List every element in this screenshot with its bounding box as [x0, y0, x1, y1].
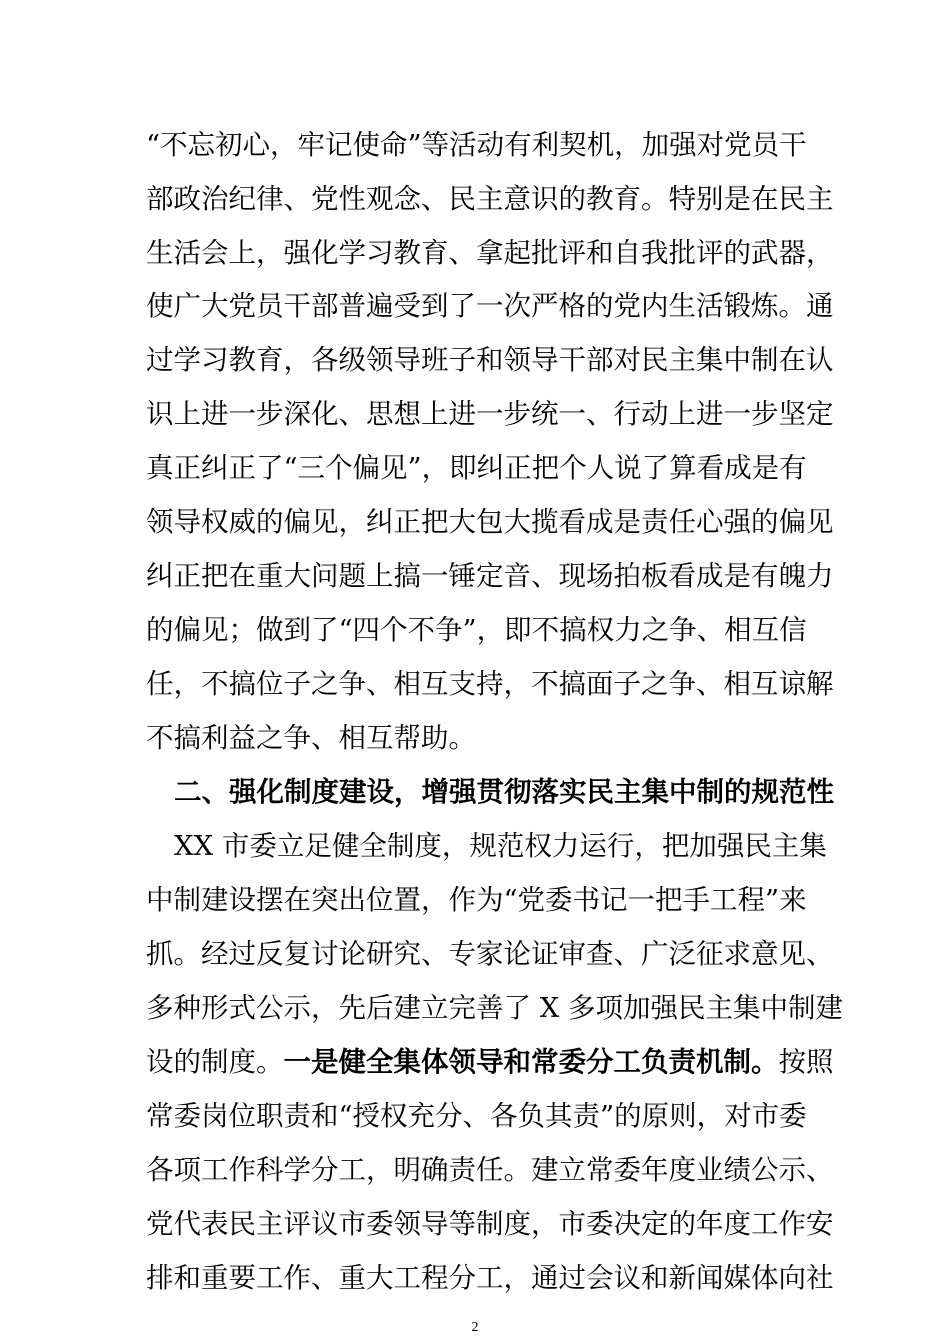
body-text-line: 任，不搞位子之争、相互支持，不搞面子之争、相互谅解: [146, 668, 834, 700]
body-text-line: XX 市委立足健全制度，规范权力运行，把加强民主集: [174, 830, 827, 862]
body-text-line: 识上进一步深化、思想上进一步统一、行动上进一步坚定: [146, 398, 834, 430]
body-text-segment: 按照: [778, 1046, 834, 1078]
body-text-line: 部政治纪律、党性观念、民主意识的教育。特别是在民主: [146, 183, 834, 215]
body-text-line: 不搞利益之争、相互帮助。: [146, 722, 476, 754]
body-text-line: 常委岗位职责和“授权充分、各负其责”的原则，对市委: [146, 1100, 807, 1132]
body-text-line: 领导权威的偏见，纠正把大包大揽看成是责任心强的偏见: [146, 506, 834, 538]
body-text-line: 各项工作科学分工，明确责任。建立常委年度业绩公示、: [146, 1154, 834, 1186]
section-heading: 二、强化制度建设，增强贯彻落实民主集中制的规范性: [174, 776, 834, 808]
body-text-line: 过学习教育，各级领导班子和领导干部对民主集中制在认: [146, 344, 834, 376]
body-text-line: 生活会上，强化学习教育、拿起批评和自我批评的武器，: [146, 237, 834, 269]
body-text-line-mixed: [146, 1042, 834, 1082]
body-text-line: 纠正把在重大问题上搞一锤定音、现场拍板看成是有魄力: [146, 560, 834, 592]
body-text-line: “不忘初心，牢记使命”等活动有利契机，加强对党员干: [146, 129, 807, 161]
body-text-segment: 设的制度。: [146, 1046, 284, 1078]
body-text-line: 使广大党员干部普遍受到了一次严格的党内生活锻炼。通: [146, 290, 834, 322]
bold-lead-phrase: 一是健全集体领导和常委分工负责机制。: [283, 1046, 779, 1078]
body-text-line: 抓。经过反复讨论研究、专家论证审查、广泛征求意见、: [146, 938, 834, 970]
body-text-line: 的偏见；做到了“四个不争”，即不搞权力之争、相互信: [146, 614, 807, 646]
body-text-line: 真正纠正了“三个偏见”，即纠正把个人说了算看成是有: [146, 452, 807, 484]
page-number: 2: [471, 1320, 479, 1335]
body-text-line: 多种形式公示，先后建立完善了 X 多项加强民主集中制建: [146, 992, 844, 1024]
body-text-line: 党代表民主评议市委领导等制度，市委决定的年度工作安: [146, 1208, 834, 1240]
body-text-line: 中制建设摆在突出位置，作为“党委书记一把手工程”来: [146, 884, 807, 916]
body-text-line: 排和重要工作、重大工程分工，通过会议和新闻媒体向社: [146, 1262, 834, 1294]
